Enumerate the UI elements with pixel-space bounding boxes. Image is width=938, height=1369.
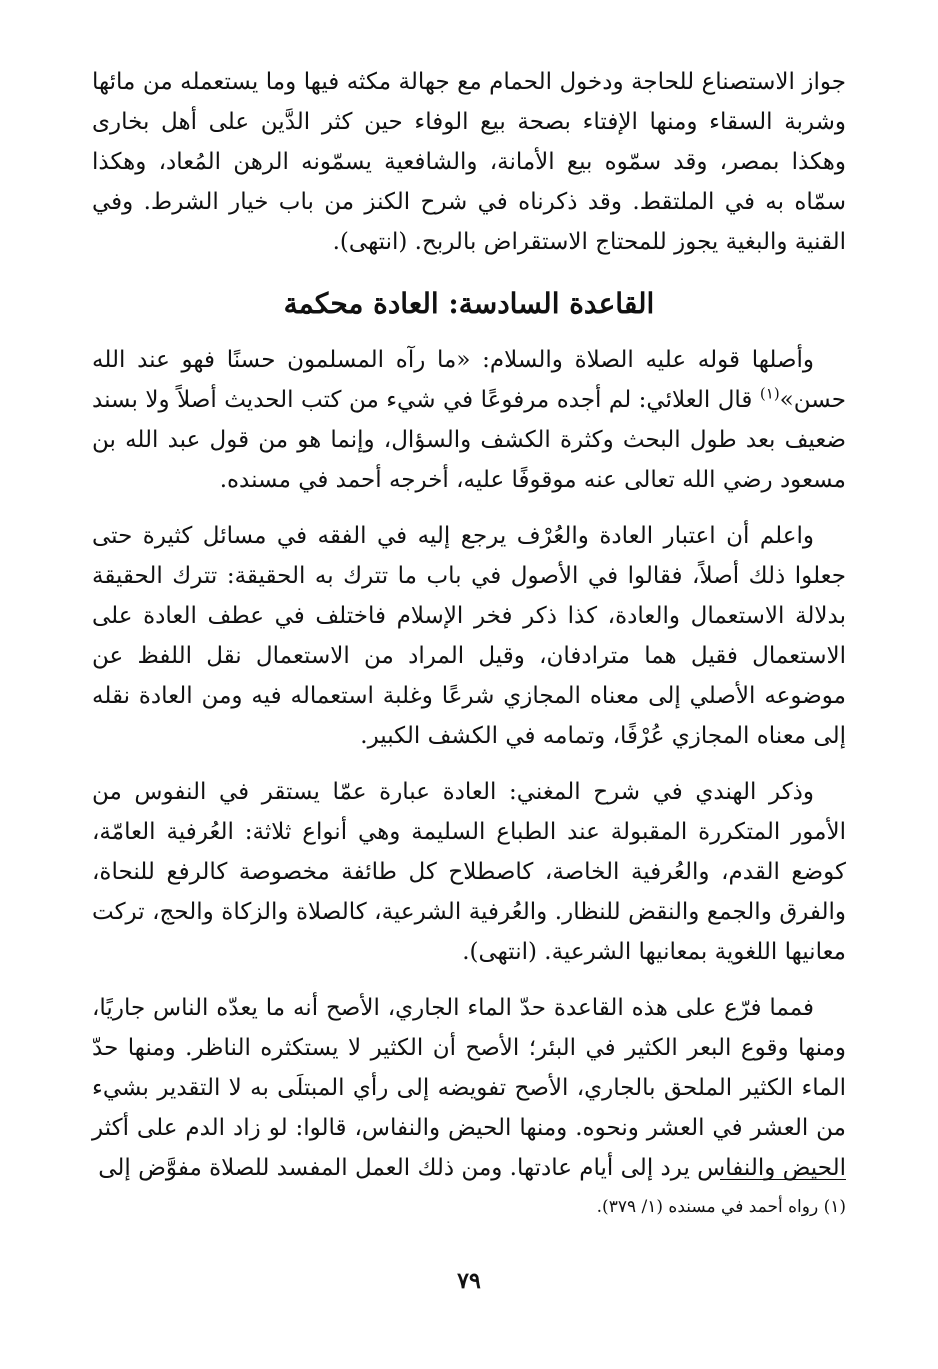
- footnote-reference-mark: (١): [759, 384, 780, 403]
- page-body: [92, 62, 846, 1369]
- paragraph-4: وذكر الهندي في شرح المغني: العادة عبارة عمّا يستقر في النفوس من الأمور المتكررة المقبولة عند الطباع السليمة وهي أنواع ثلاثة: العُرفية العامّة، كوضع القدم، والعُرفية الخاصة، كاصطلاح كل طائفة مخصوصة كالرفع للنحاة، والفرق والجمع والنقض للنظار. والعُرفية الشرعية، كالصلاة والزكاة والحج، تركت معانيها اللغوية بمعانيها الشرعية. (انتهى).: [92, 779, 846, 965]
- section-heading: القاعدة السادسة: العادة محكمة: [283, 287, 655, 320]
- paragraph-1: جواز الاستصناع للحاجة ودخول الحمام مع جهالة مكثه فيها وما يستعمله من مائها وشربة السقاء ومنها الإفتاء بصحة بيع الوفاء حين كثر الدَّين على أهل بخارى وهكذا بمصر، وقد سمّوه بيع الأمانة، والشافعية يسمّونه الرهن المُعاد، وهكذا سمّاه به في الملتقط. وقد ذكرناه في شرح الكنز من باب خيار الشرط. وفي القنية والبغية يجوز للمحتاج الاستقراض بالربح. (انتهى).: [92, 69, 847, 255]
- paragraph-2-commentary: قال العلائي: لم أجده مرفوعًا في شيء من كتب الحديث أصلاً ولا بسند ضعيف بعد طول البحث وكثرة الكشف والسؤال، وإنما هو من قول عبد الله بن مسعود رضي الله تعالى عنه موقوفًا عليه، أخرجه أحمد في مسنده.: [92, 387, 846, 493]
- paragraph-2: [92, 340, 846, 500]
- paragraph-2-quote: وأصلها قوله عليه الصلاة والسلام: «ما رآه المسلمون حسنًا فهو عند الله حسن»: [92, 347, 846, 413]
- page-number: ٧٩: [457, 1268, 481, 1294]
- paragraph-5: فمما فرّع على هذه القاعدة حدّ الماء الجاري، الأصح أنه ما يعدّه الناس جاريًا، ومنها وقوع البعر الكثير في البئر؛ الأصح أن الكثير لا يستكثره الناظر. ومنها حدّ الماء الكثير الملحق بالجاري، الأصح تفويضه إلى رأي المبتلَى به لا التقدير بشيء من العشر في العشر ونحوه. ومنها الحيض والنفاس، قالوا: لو زاد الدم على أكثر الحيض والنفاس يرد إلى أيام عادتها. ومن ذلك العمل المفسد للصلاة مفوَّض إلى: [92, 995, 846, 1181]
- footnote: (١) رواه أحمد في مسنده (١/ ٣٧٩).: [596, 1197, 846, 1217]
- paragraph-3: واعلم أن اعتبار العادة والعُرْف يرجع إليه في الفقه في مسائل كثيرة حتى جعلوا ذلك أصلاً، فقالوا في الأصول في باب ما تترك به الحقيقة: تترك الحقيقة بدلالة الاستعمال والعادة، كذا ذكر فخر الإسلام فاختلف في عطف العادة على الاستعمال فقيل هما مترادفان، وقيل المراد من الاستعمال نقل اللفظ عن موضوعه الأصلي إلى معناه المجازي شرعًا وغلبة استعماله فيه ومن العادة نقله إلى معناه المجازي عُرْفًا، وتمامه في الكشف الكبير.: [92, 523, 846, 749]
- footnote-divider: [720, 1179, 846, 1180]
